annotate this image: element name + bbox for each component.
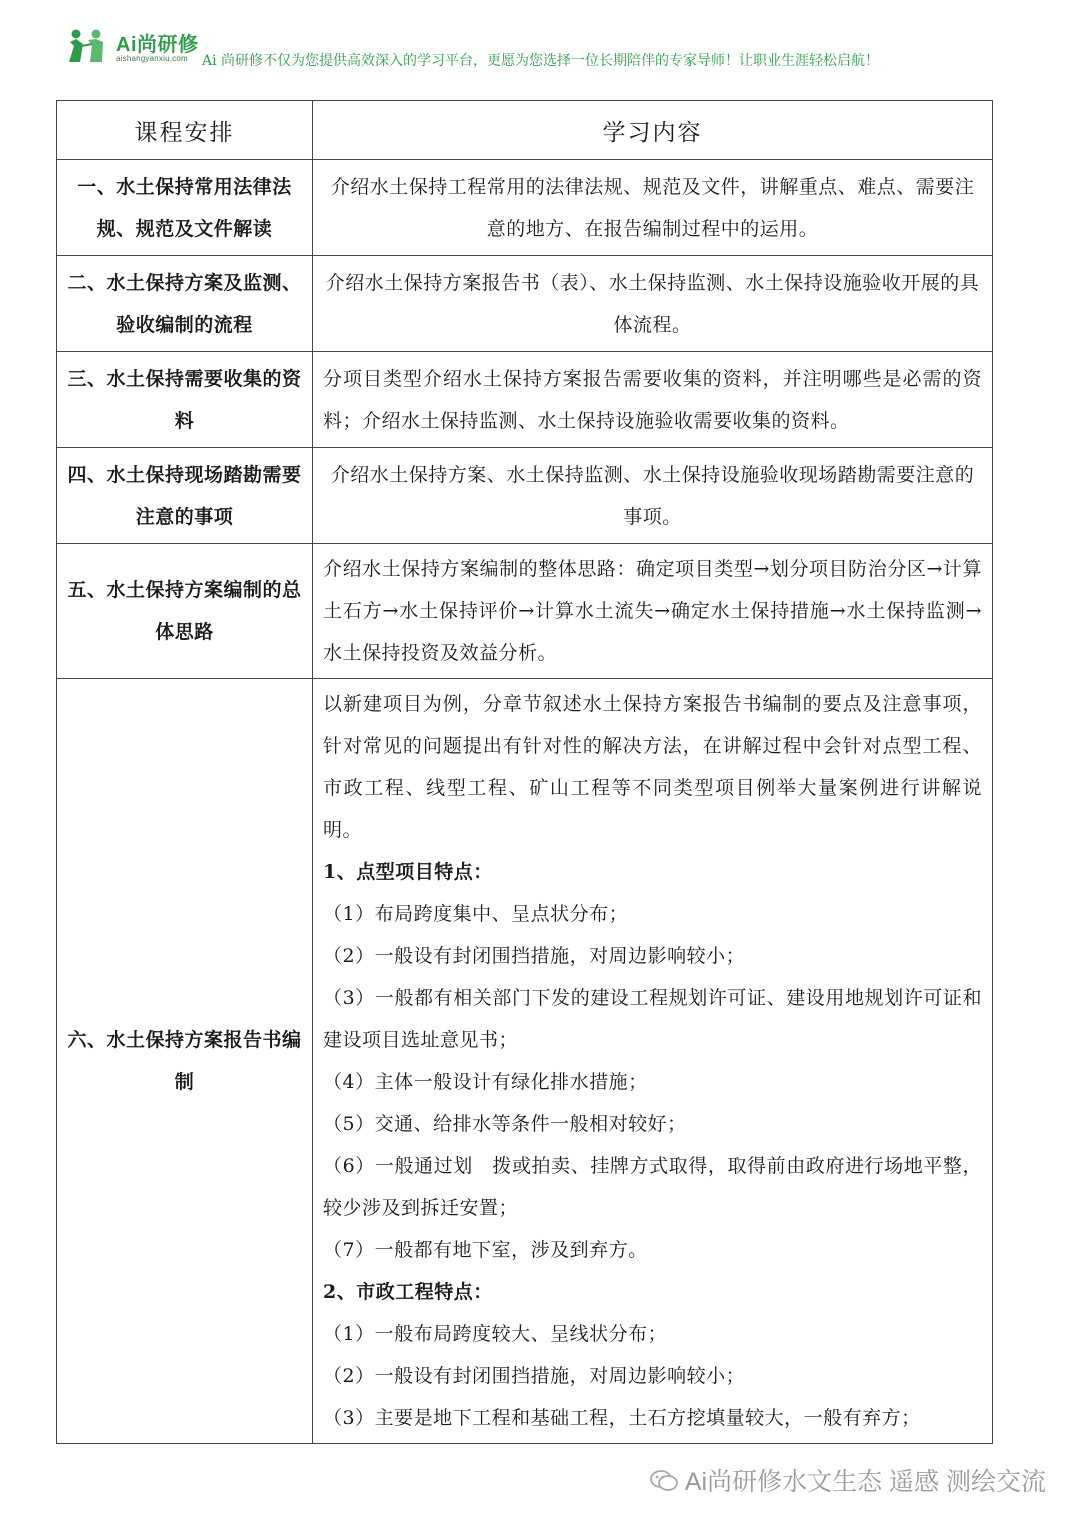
table-row — [57, 544, 993, 679]
content-cell: 介绍水土保持方案、水土保持监测、水土保持设施验收现场踏勘需要注意的事项。 — [313, 448, 993, 544]
course-cell: 二、水土保持方案及监测、验收编制的流程 — [57, 256, 313, 352]
list-item: （3）一般都有相关部门下发的建设工程规划许可证、建设用地规划许可证和建设项目选址意见书； — [323, 987, 982, 1051]
list-item: （1）布局跨度集中、呈点状分布； — [323, 903, 629, 925]
table-row — [57, 256, 993, 352]
header-slogan: Ai 尚研修不仅为您提供高效深入的学习平台，更愿为您选择一位长期陪伴的专家导师！让职业生涯轻松启航！ — [202, 53, 880, 69]
list-item: （6）一般通过划 拨或拍卖、挂牌方式取得，取得前由政府进行场地平整，较少涉及到拆迁安置； — [323, 1155, 982, 1219]
table-row — [57, 160, 993, 256]
people-logo-icon — [66, 28, 112, 64]
brand-logo — [64, 26, 204, 76]
list-item: （2）一般设有封闭围挡措施，对周边影响较小； — [323, 945, 746, 967]
course-table — [56, 100, 993, 1444]
wechat-watermark — [649, 1462, 1046, 1498]
list-item: （3）主要是地下工程和基础工程，土石方挖填量较大，一般有弃方； — [323, 1407, 921, 1429]
table-row — [57, 448, 993, 544]
course-cell: 五、水土保持方案编制的总体思路 — [57, 544, 313, 679]
course-cell: 六、水土保持方案报告书编制 — [57, 679, 313, 1444]
header-learning-content: 学习内容 — [313, 101, 993, 160]
section-intro: 以新建项目为例，分章节叙述水土保持方案报告书编制的要点及注意事项，针对常见的问题提出有针对性的解决方法，在讲解过程中会针对点型工程、市政工程、线型工程、矿山工程等不同类型项目例举大量案例进行讲解说明。 — [323, 693, 982, 841]
table-row — [57, 679, 993, 1444]
course-cell: 三、水土保持需要收集的资料 — [57, 352, 313, 448]
content-cell: 分项目类型介绍水土保持方案报告需要收集的资料，并注明哪些是必需的资料；介绍水土保持监测、水土保持设施验收需要收集的资料。 — [313, 352, 993, 448]
course-cell: 四、水土保持现场踏勘需要注意的事项 — [57, 448, 313, 544]
content-cell: 介绍水土保持方案报告书（表）、水土保持监测、水土保持设施验收开展的具体流程。 — [313, 256, 993, 352]
list-item: （1）一般布局跨度较大、呈线状分布； — [323, 1323, 668, 1345]
logo-text: Ai尚研修 — [116, 34, 199, 56]
content-cell — [313, 679, 993, 1444]
section-title: 2、市政工程特点： — [323, 1281, 493, 1303]
logo-url: aishangyanxiu.com — [116, 54, 188, 63]
list-item: （2）一般设有封闭围挡措施，对周边影响较小； — [323, 1365, 746, 1387]
wechat-icon — [649, 1469, 679, 1493]
list-item: （7）一般都有地下室，涉及到弃方。 — [323, 1239, 648, 1261]
list-item: （4）主体一般设计有绿化排水措施； — [323, 1071, 648, 1093]
watermark-text: Ai尚研修水文生态 遥感 测绘交流 — [684, 1468, 1046, 1496]
content-cell: 介绍水土保持方案编制的整体思路：确定项目类型→划分项目防治分区→计算土石方→水土保持评价→计算水土流失→确定水土保持措施→水土保持监测→水土保持投资及效益分析。 — [313, 544, 993, 679]
section-title: 1、点型项目特点： — [323, 861, 493, 883]
course-table-container — [56, 100, 992, 1444]
header-course-schedule: 课程安排 — [57, 101, 313, 160]
page-header — [64, 26, 1014, 76]
course-cell: 一、水土保持常用法律法规、规范及文件解读 — [57, 160, 313, 256]
list-item: （5）交通、给排水等条件一般相对较好； — [323, 1113, 687, 1135]
table-row — [57, 352, 993, 448]
table-header-row — [57, 101, 993, 160]
content-cell: 介绍水土保持工程常用的法律法规、规范及文件，讲解重点、难点、需要注意的地方、在报告编制过程中的运用。 — [313, 160, 993, 256]
